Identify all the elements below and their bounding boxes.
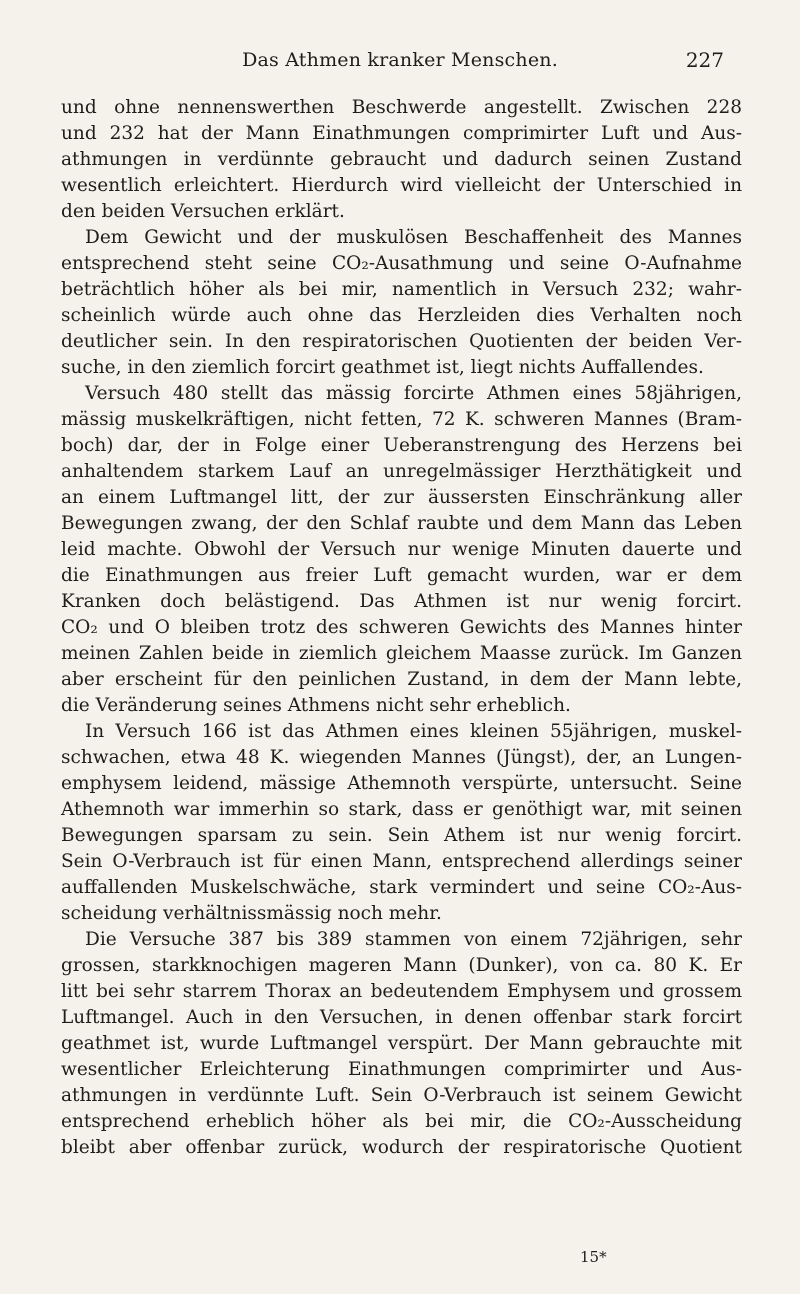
text-line: boch) dar, der in Folge einer Ueberanstrengung des Herzens bei bbox=[61, 435, 742, 456]
text-line: und ohne nennenswerthen Beschwerde angestellt. Zwischen 228 bbox=[61, 97, 742, 118]
text-line: auffallenden Muskelschwäche, stark vermindert und seine CO₂-Aus- bbox=[61, 877, 742, 898]
text-line: bleibt aber offenbar zurück, wodurch der respiratorische Quotient bbox=[61, 1137, 742, 1158]
text-line: die Veränderung seines Athmens nicht sehr erheblich. bbox=[61, 695, 571, 716]
text-line: beträchtlich höher als bei mir, namentlich in Versuch 232; wahr- bbox=[61, 279, 742, 300]
text-line: geathmet ist, wurde Luftmangel verspürt. Der Mann gebrauchte mit bbox=[61, 1033, 742, 1054]
text-line: und 232 hat der Mann Einathmungen comprimirter Luft und Aus- bbox=[61, 123, 742, 144]
body-text bbox=[61, 95, 742, 1161]
text-line: leid machte. Obwohl der Versuch nur wenige Minuten dauerte und bbox=[61, 539, 742, 560]
page-header bbox=[0, 46, 800, 74]
text-line: wesentlicher Erleichterung Einathmungen comprimirter und Aus- bbox=[61, 1059, 742, 1080]
text-line: athmungen in verdünnte gebraucht und dadurch seinen Zustand bbox=[61, 149, 742, 170]
text-line: den beiden Versuchen erklärt. bbox=[61, 201, 345, 222]
text-line: Bewegungen sparsam zu sein. Sein Athem ist nur wenig forcirt. bbox=[61, 825, 742, 846]
text-line: mässig muskelkräftigen, nicht fetten, 72 K. schweren Mannes (Bram- bbox=[61, 409, 742, 430]
text-line: Bewegungen zwang, der den Schlaf raubte und dem Mann das Leben bbox=[61, 513, 742, 534]
text-line: emphysem leidend, mässige Athemnoth verspürte, untersucht. Seine bbox=[61, 773, 742, 794]
text-line: litt bei sehr starrem Thorax an bedeutendem Emphysem und grossem bbox=[61, 981, 742, 1002]
text-line: In Versuch 166 ist das Athmen eines kleinen 55jährigen, muskel- bbox=[85, 721, 742, 742]
text-line: CO₂ und O bleiben trotz des schweren Gewichts des Mannes hinter bbox=[61, 617, 742, 638]
text-line: wesentlich erleichtert. Hierdurch wird vielleicht der Unterschied in bbox=[61, 175, 742, 196]
text-line: Versuch 480 stellt das mässig forcirte Athmen eines 58jährigen, bbox=[85, 383, 742, 404]
text-line: Luftmangel. Auch in den Versuchen, in denen offenbar stark forcirt bbox=[61, 1007, 742, 1028]
text-line: Athemnoth war immerhin so stark, dass er genöthigt war, mit seinen bbox=[61, 799, 742, 820]
running-title: Das Athmen kranker Menschen. bbox=[242, 49, 558, 71]
text-line: deutlicher sein. In den respiratorischen Quotienten der beiden Ver- bbox=[61, 331, 742, 352]
text-line: die Einathmungen aus freier Luft gemacht wurden, war er dem bbox=[61, 565, 742, 586]
text-line: aber erscheint für den peinlichen Zustand, in dem der Mann lebte, bbox=[61, 669, 742, 690]
text-line: grossen, starkknochigen mageren Mann (Dunker), von ca. 80 K. Er bbox=[61, 955, 742, 976]
text-line: entsprechend erheblich höher als bei mir, die CO₂-Ausscheidung bbox=[61, 1111, 742, 1132]
text-line: Sein O-Verbrauch ist für einen Mann, entsprechend allerdings seiner bbox=[61, 851, 742, 872]
text-line: athmungen in verdünnte Luft. Sein O-Verbrauch ist seinem Gewicht bbox=[61, 1085, 742, 1106]
text-line: Dem Gewicht und der muskulösen Beschaffenheit des Mannes bbox=[85, 227, 742, 248]
page-number: 227 bbox=[685, 48, 724, 72]
text-line: an einem Luftmangel litt, der zur äussersten Einschränkung aller bbox=[61, 487, 742, 508]
text-line: Kranken doch belästigend. Das Athmen ist nur wenig forcirt. bbox=[61, 591, 742, 612]
text-line: entsprechend steht seine CO₂-Ausathmung und seine O-Aufnahme bbox=[61, 253, 742, 274]
text-line: schwachen, etwa 48 K. wiegenden Mannes (Jüngst), der, an Lungen- bbox=[61, 747, 742, 768]
signature-mark: 15* bbox=[580, 1248, 607, 1266]
text-line: suche, in den ziemlich forcirt geathmet ist, liegt nichts Auffallendes. bbox=[61, 357, 704, 378]
text-line: scheidung verhältnissmässig noch mehr. bbox=[61, 903, 442, 924]
text-line: scheinlich würde auch ohne das Herzleiden dies Verhalten noch bbox=[61, 305, 742, 326]
text-line: Die Versuche 387 bis 389 stammen von einem 72jährigen, sehr bbox=[85, 929, 742, 950]
text-line: anhaltendem starkem Lauf an unregelmässiger Herzthätigkeit und bbox=[61, 461, 742, 482]
text-line: meinen Zahlen beide in ziemlich gleichem Maasse zurück. Im Ganzen bbox=[61, 643, 742, 664]
